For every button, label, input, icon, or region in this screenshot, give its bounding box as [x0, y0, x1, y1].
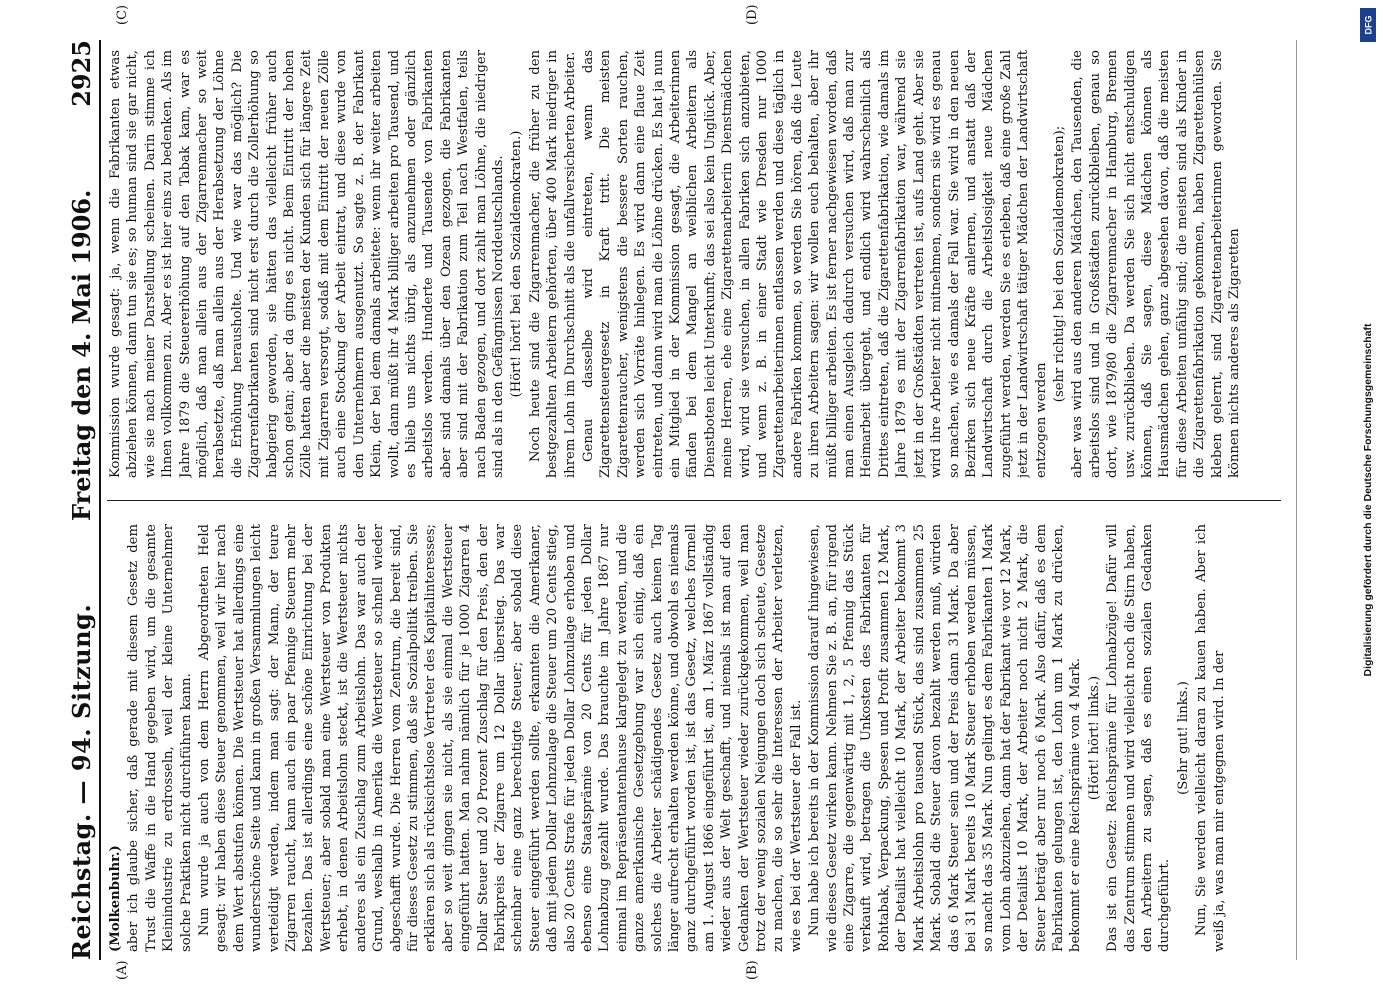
running-title-date: Freitag den 4. Mai 1906.	[66, 189, 96, 522]
interjection: (Sehr gut! links.)	[1175, 681, 1191, 795]
dfg-logo	[1360, 8, 1376, 42]
paragraph: Nun wurde ja auch von dem Herrn Abgeordneten Held gesagt: wir haben diese Steuer genommen, weil wir hier nach dem Wert abstufen können. Die Wertsteuer hat allerdings eine wunderschöne Seite und kann in großen Versammlungen leicht verteidigt werden, indem man sagt: der Mann, der teure Zigarren raucht, kann auch ein paar Pfennige Steuern mehr bezahlen. Das ist allerdings eine schöne Einrichtung bei der Wertsteuer; aber sobald man eine Wertsteuer von Produkten erhebt, in denen Arbeitslohn steckt, ist die Wertsteuer nichts anderes als ein Zuschlag zum Arbeitslohn. Das war auch der Grund, weshalb in Amerika die Wertsteuer so schnell wieder abgeschafft wurde. Die Herren vom Zentrum, die bereit sind, für dieses Gesetz zu stimmen, daß sie Sozialpolitik treiben. Sie erklären sich als rücksichtslose Vertreter des Kapitalinteresses; aber so weit gingen sie nicht, als sie einmal die Wertsteuer eingeführt hatten. Man nahm nämlich für je 1000 Zigarren 4 Dollar Steuer und 20 Prozent Zuschlag für den Preis, den der Fabrikpreis der Zigarre um 12 Dollar überstieg. Das war scheinbar eine ganz berechtigte Steuer; aber sobald diese Steuer eingeführt werden sollte, erkannten die Amerikaner, daß mit jedem Dollar Lohnzulage die Steuer um 20 Cents stieg, also 20 Cents Strafe für jeden Dollar Lohnzulage erhoben und ebenso eine Staatsprämie von 20 Cents für jeden Dollar Lohnabzug gezahlt wurde. Das brauchte im Jahre 1867 nur einmal im Repräsentantenhause klargelegt zu werden, und die ganze amerikanische Gesetzgebung war sich einig, daß ein solches die Arbeiter schädigendes Gesetz auch keinen Tag länger aufrecht erhalten werden könne, und obwohl es niemals ganz durchgeführt worden ist, ist das Gesetz, welches formell am 1. August 1866 eingeführt ist, am 1. März 1867 vollständig wieder aus der Welt geschafft, und niemals ist man auf den Gedanken der Wertsteuer wieder zurückgekommen, weil man trotz der wenig sozialen Neigungen doch sich scheute, Gesetze zu machen, die so sehr die Interessen der Arbeiter verletzen, wie es bei der Wertsteuer der Fall ist.	[197, 524, 804, 952]
margin-marker-d: (D)	[745, 4, 760, 25]
page-bottom-rule	[1296, 40, 1297, 960]
paragraph: Noch heute sind die Zigarrenmacher, die früher zu den bestgezahlten Arbeitern gehörten, über 400 Mark niedriger in ihrem Lohn im Durchschnitt als die unfallversicherten Arbeiter.	[527, 50, 578, 478]
interjection: (Hört! hört! links.)	[1086, 675, 1102, 801]
paragraph: aber ich glaube sicher, daß gerade mit diesem Gesetz dem Trust die Waffe in die Hand gegeben wird, um die gesamte Kleinindustrie zu erdrosseln, weil der kleine Unternehmer solche Praktiken nicht durchführen kann.	[126, 524, 194, 952]
rotated-page	[45, 0, 1315, 1000]
interjection: (Hört! hört! bei den Sozialdemokraten.)	[509, 130, 525, 398]
paragraph: Das ist ein Gesetz: Reichsprämie für Lohnabzüge! Dafür will das Zentrum stimmen und wird vielleicht noch die Stirn haben, den Arbeitern zu sagen, daß es einen sozialen Gedanken durchgeführt.	[1105, 524, 1173, 952]
running-title-left: Reichstag. — 94. Sitzung.	[66, 603, 96, 960]
right-column	[107, 50, 1285, 478]
left-column	[107, 524, 1285, 952]
interjection: (sehr richtig! bei den Sozialdemokraten);	[1051, 125, 1067, 403]
paragraph: Genau dasselbe wird eintreten, wenn das Zigarettensteuergesetz in Kraft tritt. Die meisten Zigarettenraucher, wenigstens die bessere Sorten rauchen, werden sich Vorräte hinlegen. Es wird dann eine flaue Zeit eintreten, und dann wird man die Löhne drücken. Es hat ja nun ein Mitglied in der Kommission gesagt, die Arbeiterinnen fänden bei dem Mangel an weiblichen Arbeitern als Dienstboten leicht Unterkunft; das sei also kein Unglück. Aber, meine Herren, ehe eine Zigarettenarbeiterin Dienstmädchen wird, wird sie versuchen, in allen Fabriken sich anzubieten, und wenn z. B. in einer Stadt wie Dresden nur 1000 Zigarettenarbeiterinnen entlassen werden und diese täglich in andere Fabriken kommen, so werden Sie hören, daß die Leute zu ihren Arbeitern sagen: wir wollen euch behalten, aber ihr müßt billiger arbeiten. Es ist ferner nachgewiesen worden, daß man einen Ausgleich dadurch versuchen wird, daß man zur Heimarbeit übergeht, und endlich wird wahrscheinlich als Drittes eintreten, daß die Zigarettenfabrikation, wie damals im Jahre 1879 es mit der Zigarrenfabrikation war, während sie jetzt in der Großstädten vertreten ist, aufs Land geht. Aber sie wird ihre Arbeiter nicht mitnehmen, sondern sie wird es genau so machen, wie es damals der Fall war. Sie wird in den neuen Bezirken sich neue Kräfte anlernen, und anstatt daß der Landwirtschaft durch die Arbeitslosigkeit neue Mädchen zugeführt werden, werden Sie es erleben, daß eine große Zahl jetzt in der Landwirtschaft tätiger Mädchen der Landwirtschaft entzogen werden	[580, 50, 1049, 478]
page-header	[63, 40, 101, 960]
dfg-logo-text: DFG	[1363, 15, 1373, 35]
paragraph: Nun habe ich bereits in der Kommission darauf hingewiesen, wie dieses Gesetz wirken kann. Nehmen Sie z. B. an, für irgend eine Zigarre, die gegenwärtig mit 1, 2, 5 Pfennig das Stück verkauft wird, betragen die Unkosten des Fabrikanten für Rohtabak, Verpackung, Spesen und Profit zusammen 12 Mark, der Detailist hat vielleicht 10 Mark, der Arbeiter bekommt 3 Mark Arbeitslohn pro tausend Stück, das sind zusammen 25 Mark. Sobald die Steuer davon bezahlt werden muß, würden das 6 Mark Steuer sein und der Preis dann 31 Mark. Da aber bei 31 Mark bereits 10 Mark Steuer erhoben werden müssen, so macht das 35 Mark. Nun gelingt es dem Fabrikanten 1 Mark vom Lohn abzuziehen, dann hat der Fabrikant wie vor 12 Mark, der Detailist 10 Mark, der Arbeiter noch nicht 2 Mark, die Steuer beträgt aber nur noch 6 Mark. Also dafür, daß es dem Fabrikanten gelungen ist, den Lohn um 1 Mark zu drücken, bekommt er eine Reichsprämie von 4 Mark.	[807, 524, 1084, 952]
speaker-name: (Molkenbuhr.)	[108, 845, 123, 952]
paragraph: Nun, Sie werden vielleicht daran zu kauen haben. Aber ich weiß ja, was man mir entgegnen wird. In der	[1194, 524, 1227, 952]
column-divider	[107, 500, 1281, 501]
digitization-credit	[1348, 0, 1383, 1000]
page-number: 2925	[66, 40, 96, 107]
margin-marker-c: (C)	[115, 4, 130, 25]
margin-marker-b: (B)	[745, 960, 760, 980]
digitization-note-text: Digitalisierung gefördert durch die Deutsche Forschungsgemeinschaft	[1362, 323, 1374, 677]
paragraph: Kommission wurde gesagt: ja, wenn die Fabrikanten etwas abziehen können, dann tun sie es; so human sind sie gar nicht, wie sie nach meiner Darstellung scheinen. Darin stimme ich Ihnen vollkommen zu. Aber es ist hier eins zu bedenken. Als im Jahre 1879 die Steuererhöhung auf den Tabak kam, war es möglich, daß man allein aus der Zigarrenmacher so weit herabsetzte, daß man allein aus der Herabsetzung der Löhne die Erhöhung herausholte. Und wie war das möglich? Die Zigarrenfabrikanten sind nicht erst durch die Zollerhöhung so habgierig geworden, sie hätten das vielleicht früher auch schon getan; aber da ging es nicht. Beim Eintritt der hohen Zölle hatten aber die meisten der Kunden sich für längere Zeit mit Zigarren versorgt, sodaß mit dem Eintritt der neuen Zölle auch eine Stockung der Arbeit eintrat, und diese wurde von den Unternehmern ausgenutzt. So sagte z. B. der Fabrikant Klein, der bei dem damals arbeitete: wenn ihr weiter arbeiten wollt, dann müßt ihr 4 Mark billiger arbeiten pro Tausend, und es blieb uns nichts übrig, als anzunehmen oder gänzlich arbeitslos werden. Hunderte und Tausende von Fabrikanten aber sind damals über den Ozean gezogen, die Fabrikanten aber sind mit der Fabrikation zum Teil nach Westfalen, teils nach Baden gezogen, und dort zahlt man Löhne, die niedriger sind als in den Gefängnissen Norddeutschlands.	[108, 50, 506, 478]
margin-marker-a: (A)	[115, 960, 130, 980]
paragraph: aber was wird aus den anderen Mädchen, den Tausenden, die arbeitslos sind und in Großstädten zurückbleiben, genau so dort, wie 1879/80 die Zigarrenmacher in Hamburg, Bremen usw. zurückblieben. Da werden Sie sich nicht entschuldigen können, daß Sie sagen, diese Mädchen können als Hausmädchen gehen, ganz abgesehen davon, daß die meisten für diese Arbeiten unfähig sind; die meisten sind als Kinder in die Zigarettenfabrikation gekommen, haben Zigarettenhülsen kleben gelernt, sind Zigarettenarbeiterinnen geworden. Sie können nichts anderes als Zigaretten	[1070, 50, 1242, 478]
